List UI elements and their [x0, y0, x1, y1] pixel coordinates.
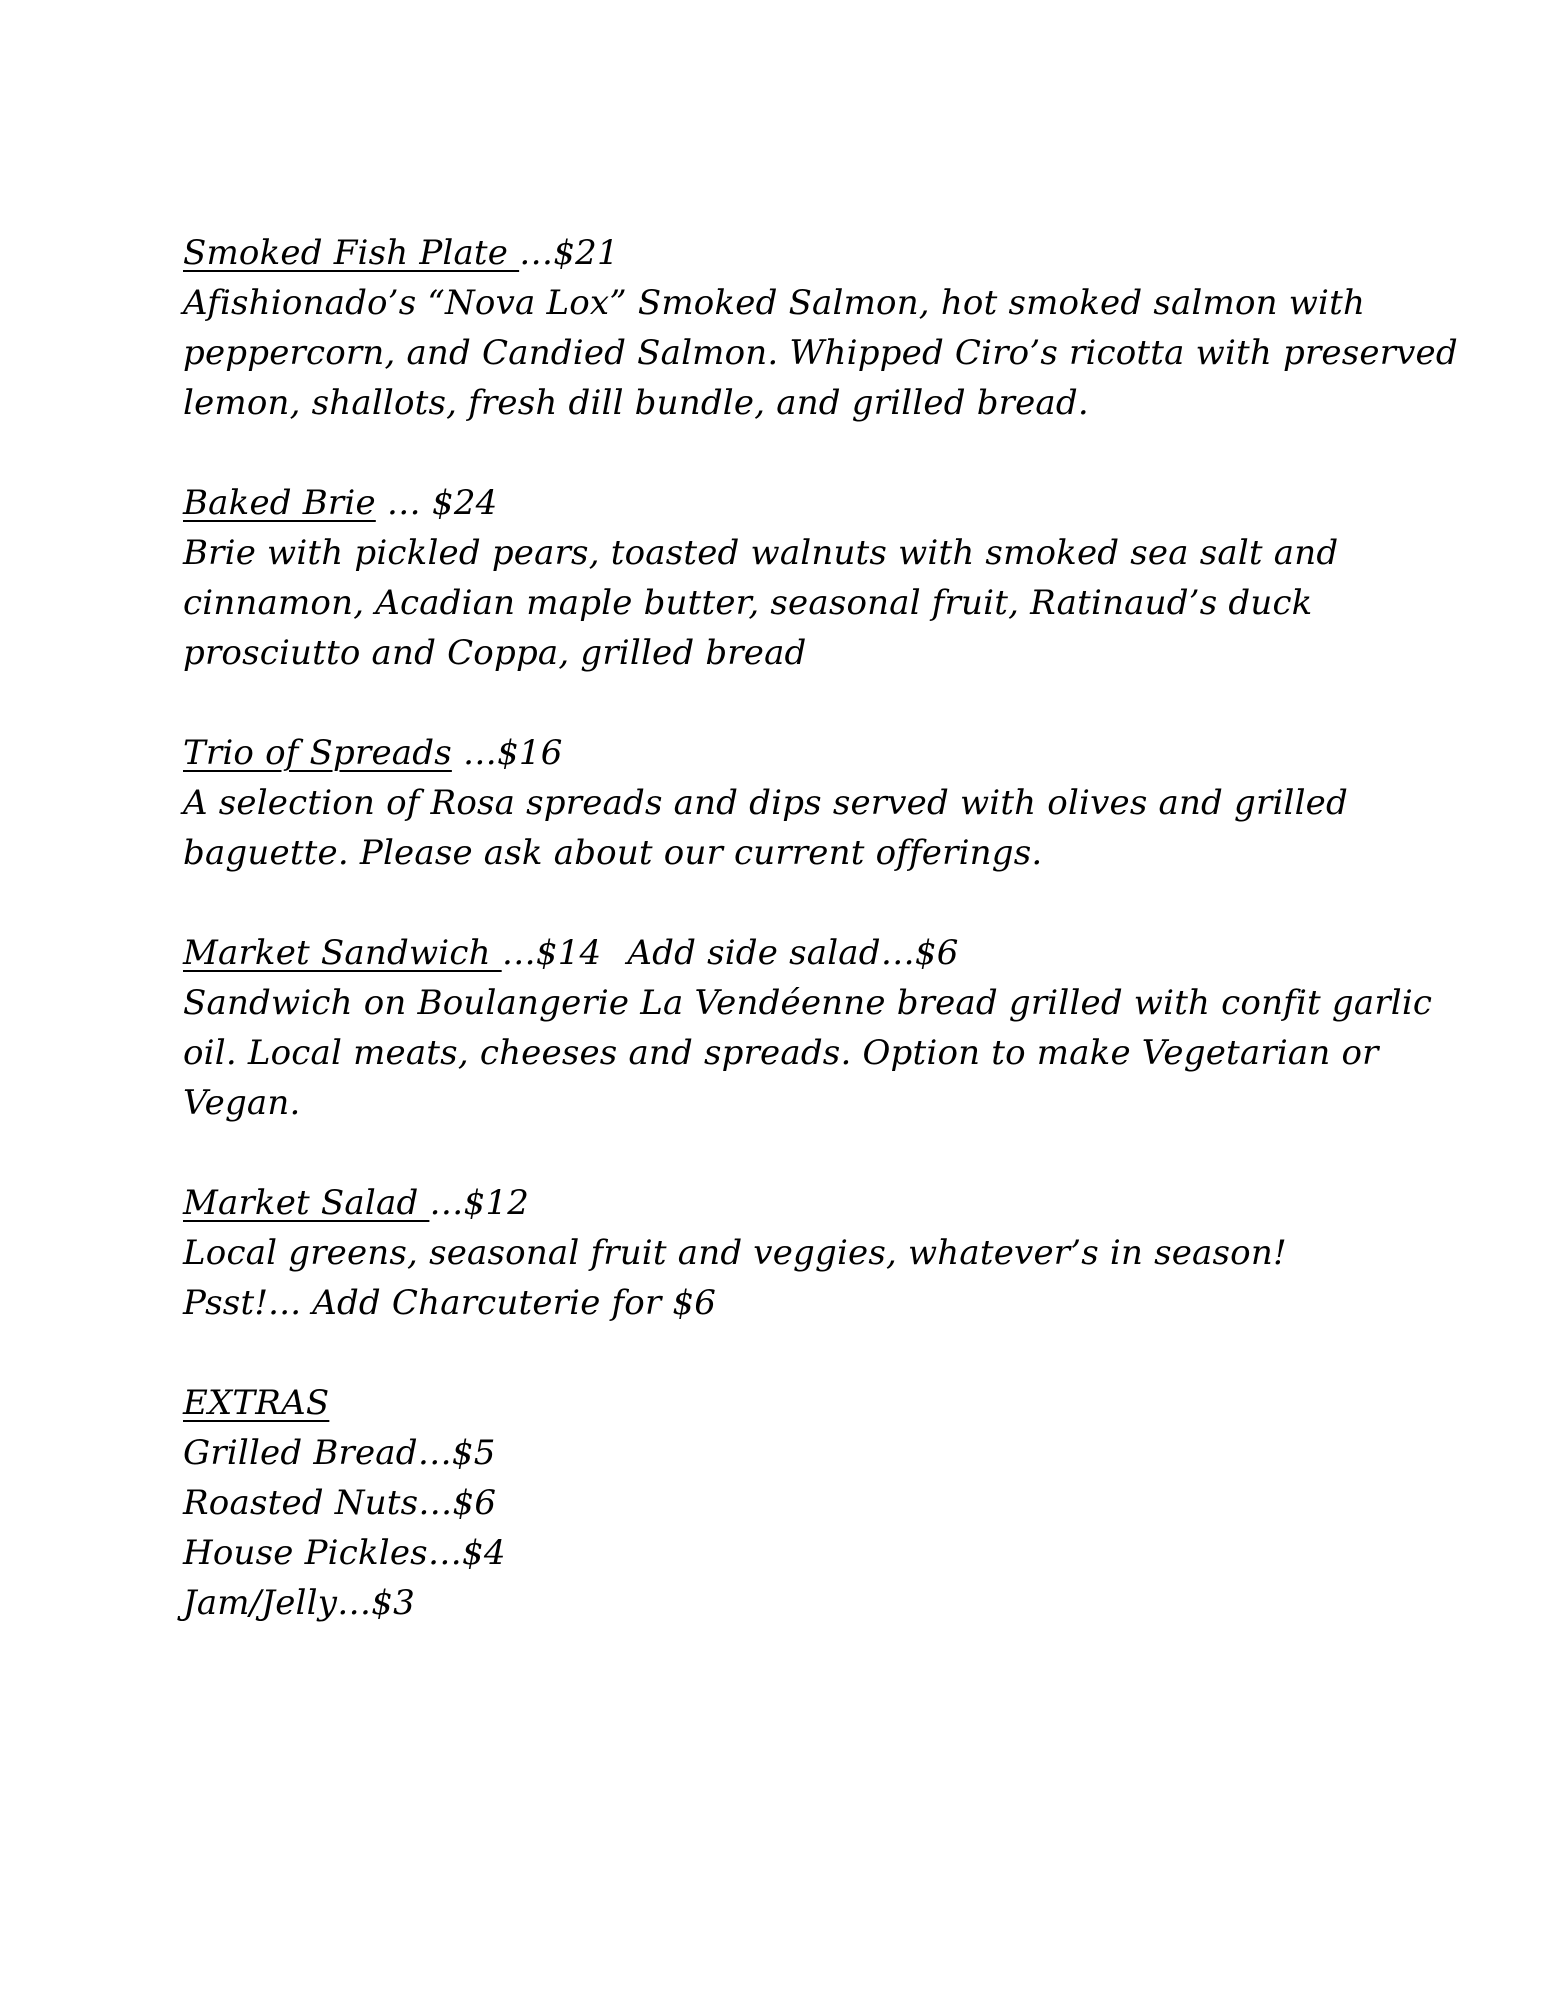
menu-item-description-line: baguette. Please ask about our current offerings. — [183, 833, 1043, 873]
menu-item-name: Trio of Spreads — [183, 733, 452, 773]
menu-item-description-line: prosciutto and Coppa, grilled bread — [183, 633, 807, 673]
menu-item-description-line: A selection of Rosa spreads and dips served with olives and grilled — [183, 783, 1348, 823]
menu-item-description-line: Brie with pickled pears, toasted walnuts with smoked sea salt and — [183, 533, 1339, 573]
menu-item-price: … $24 — [375, 483, 498, 523]
section-spacer — [183, 878, 1383, 928]
menu-item-header — [183, 1178, 1383, 1228]
menu-item-description-line: Afishionado’s “Nova Lox” Smoked Salmon, hot smoked salmon with — [183, 283, 1366, 323]
menu-item-header — [183, 478, 1383, 528]
menu-item-description-line: peppercorn, and Candied Salmon. Whipped Ciro’s ricotta with preserved — [183, 333, 1458, 373]
menu-item-market-sandwich — [183, 928, 1433, 1128]
extras-item: Grilled Bread…$5 — [183, 1433, 496, 1473]
menu-item-header — [183, 728, 1383, 778]
menu-item-description-line: Sandwich on Boulangerie La Vendéenne bread grilled with confit garlic — [183, 983, 1433, 1023]
section-spacer — [183, 1128, 1383, 1178]
menu-item-name: Market Sandwich — [183, 933, 502, 973]
menu-item-market-salad — [183, 1178, 1383, 1328]
menu-item-name: Smoked Fish Plate — [183, 233, 520, 273]
menu-item-description-line: Local greens, seasonal fruit and veggies, whatever’s in season! — [183, 1233, 1287, 1273]
menu-item-addon: Add side salad…$6 — [627, 933, 959, 973]
menu-item-baked-brie — [183, 478, 1383, 678]
extras-header — [183, 1378, 1383, 1428]
menu-item-trio-of-spreads — [183, 728, 1383, 878]
menu-item-name: Baked Brie — [183, 483, 376, 523]
menu-item-description-line: Vegan. — [183, 1083, 301, 1123]
menu-item-price: …$12 — [429, 1183, 530, 1223]
menu-item-smoked-fish-plate — [183, 228, 1458, 428]
menu-item-price: …$16 — [451, 733, 563, 773]
menu-item-price: …$21 — [519, 233, 619, 273]
menu-item-header — [183, 928, 1383, 978]
menu-item-price: …$14 — [501, 933, 602, 973]
section-spacer — [183, 428, 1383, 478]
extras-section — [183, 1378, 1383, 1628]
menu-item-description-line: oil. Local meats, cheeses and spreads. Option to make Vegetarian or — [183, 1033, 1379, 1073]
menu-item-name: Market Salad — [183, 1183, 430, 1223]
section-spacer — [183, 1328, 1383, 1378]
extras-item: Roasted Nuts…$6 — [183, 1483, 497, 1523]
menu-item-header — [183, 228, 1383, 278]
menu-item-description-line: lemon, shallots, fresh dill bundle, and grilled bread. — [183, 383, 1089, 423]
extras-title: EXTRAS — [183, 1383, 330, 1423]
extras-item: House Pickles…$4 — [183, 1533, 506, 1573]
section-spacer — [183, 678, 1383, 728]
menu-item-description-line: Psst!... Add Charcuterie for $6 — [183, 1283, 717, 1323]
extras-item: Jam/Jelly…$3 — [183, 1583, 415, 1623]
menu-content — [183, 228, 1458, 1628]
menu-item-description-line: cinnamon, Acadian maple butter, seasonal fruit, Ratinaud’s duck — [183, 583, 1313, 623]
